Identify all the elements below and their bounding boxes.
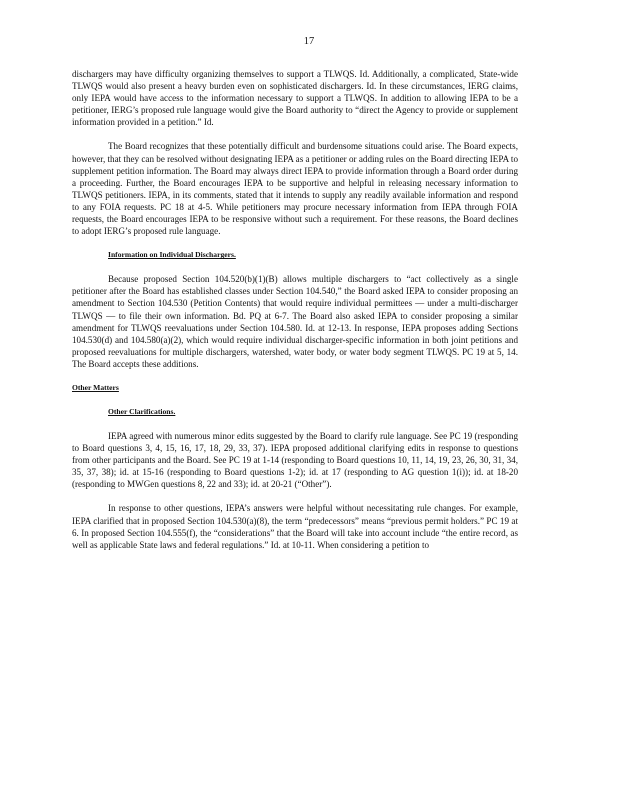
paragraph-4: IEPA agreed with numerous minor edits suggested by the Board to clarify rule language. See PC 19 (responding to Board questions 3, 4, 15, 16, 17, 18, 29, 33, 37). IEPA proposed additional clarifying edits in response to questions from other participants and the Board. See PC 19 at 1-14 (responding to Board questions 10, 11, 14, 19, 23, 26, 30, 31, 34, 35, 37, 38); id. at 15-16 (responding to Board questions 1-2); id. at 17 (responding to AG question 1(i)); id. at 18-20 (responding to MWGen questions 8, 22 and 33); id. at 20-21 (“Other”).	[72, 430, 518, 490]
section-heading-information: Information on Individual Dischargers.	[108, 250, 236, 260]
section-heading-other-clarifications: Other Clarifications.	[108, 406, 176, 416]
page-number: 17	[303, 36, 315, 47]
section-heading-other-matters: Other Matters	[72, 382, 119, 392]
paragraph-2: The Board recognizes that these potentially difficult and burdensome situations could arise. The Board expects, however, that they can be resolved without designating IEPA as a petitioner or adding rules on the Board directing IEPA to supplement petition information. The Board may always direct IEPA to provide information through a Board order during a proceeding. Further, the Board encourages IEPA to be supportive and helpful in releasing necessary information to TLWQS petitioners. IEPA, in its comments, stated that it intends to supply any readily available information and respond to any FOIA requests. PC 18 at 4-5. While petitioners may procure necessary information from IEPA through FOIA requests, the Board encourages IEPA to be responsive without such a requirement. For these reasons, the Board declines to adopt IERG’s proposed rule language.	[72, 141, 518, 237]
paragraph-3: Because proposed Section 104.520(b)(1)(B) allows multiple dischargers to “act collectively as a single petitioner after the Board has established classes under Section 104.540,” the Board asked IEPA to consider proposing an amendment to Section 104.530 (Petition Contents) that would require individual permittees — under a multi-discharger TLWQS — to file their own information. Bd. PQ at 6-7. The Board also asked IEPA to consider proposing a similar amendment for TLWQS reevaluations under Section 104.580. Id. at 12-13. In response, IEPA proposes adding Sections 104.530(d) and 104.580(a)(2), which would require individual discharger-specific information in both joint petitions and proposed reevaluations for multiple dischargers, watershed, water body, or water body segment TLWQS. PC 19 at 5, 14. The Board accepts these additions.	[72, 274, 518, 369]
paragraph-5: In response to other questions, IEPA’s answers were helpful without necessitating rule changes. For example, IEPA clarified that in proposed Section 104.530(a)(8), the term “predecessors” means “previous permit holders.” PC 19 at 6. In proposed Section 104.555(f), the “considerations” that the Board will take into account include “the entire record, as well as applicable State laws and federal regulations.” Id. at 10-11. When considering a petition to	[72, 503, 518, 550]
paragraph-1: dischargers may have difficulty organizing themselves to support a TLWQS. Id. Additionally, a complicated, State-wide TLWQS would also present a heavy burden even on sophisticated dischargers. Id. In these circumstances, IERG claims, only IEPA would have access to the information necessary to support a TLWQS. In addition to allowing IEPA to be a petitioner, IERG’s proposed rule language would give the Board authority to “direct the Agency to provide or supplement information provided in a petition.” Id.	[72, 69, 518, 128]
